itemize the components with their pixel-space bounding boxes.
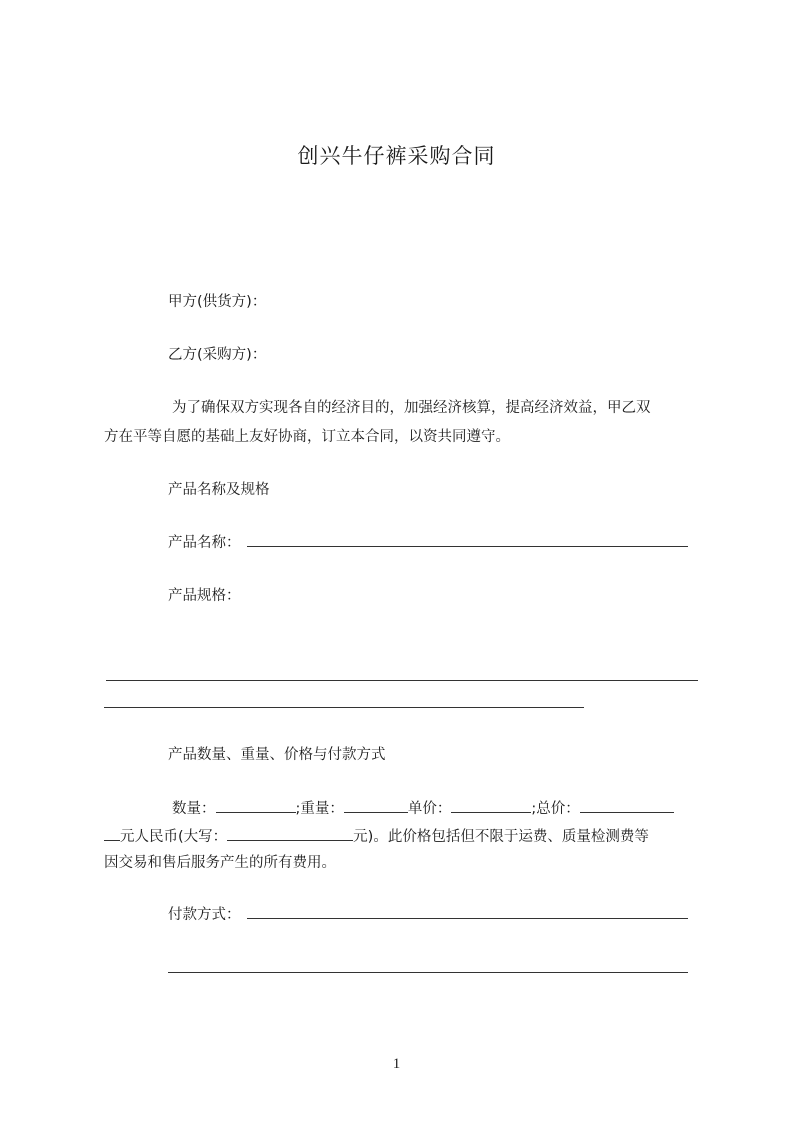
quantity-price-line (172, 798, 674, 819)
price-line2-prefix: 元人民币(大写： (120, 829, 228, 845)
unit-price-blank (451, 798, 531, 813)
price-line3: 因交易和售后服务产生的所有费用。 (104, 855, 336, 871)
price-line2-suffix: 元)。此价格包括但不限于运费、质量检测费等 (353, 829, 649, 845)
product-name-label: 产品名称： (168, 535, 241, 551)
section-heading-quantity-price: 产品数量、重量、价格与付款方式 (168, 747, 386, 763)
payment-label: 付款方式： (168, 907, 241, 923)
quantity-blank (216, 798, 296, 813)
amount-in-words-blank (227, 826, 353, 841)
total-price-blank-continued (104, 826, 120, 841)
party-b-label: 乙方(采购方)： (168, 347, 267, 363)
document-title: 创兴牛仔裤采购合同 (297, 144, 496, 168)
weight-label: ;重量： (295, 801, 344, 817)
weight-blank (344, 798, 408, 813)
total-price-label: ;总价： (531, 801, 580, 817)
product-spec-label: 产品规格： (168, 588, 241, 604)
quantity-label: 数量： (172, 801, 216, 817)
intro-paragraph-line1: 为了确保双方实现各自的经济目的，加强经济核算，提高经济效益，甲乙双 (172, 400, 651, 416)
product-spec-blank-line2 (104, 707, 584, 708)
party-a-label: 甲方(供货方)： (168, 294, 267, 310)
product-name-blank (247, 546, 688, 547)
page-number: 1 (392, 1056, 401, 1072)
price-line2 (104, 826, 649, 847)
product-spec-blank-line1 (106, 680, 698, 681)
payment-blank-line2 (168, 972, 688, 973)
total-price-blank (580, 798, 674, 813)
unit-price-label: 单价： (407, 801, 452, 817)
section-heading-product: 产品名称及规格 (168, 482, 270, 498)
payment-blank-line1 (247, 918, 688, 919)
intro-paragraph-line2: 方在平等自愿的基础上友好协商，订立本合同，以资共同遵守。 (104, 429, 510, 445)
